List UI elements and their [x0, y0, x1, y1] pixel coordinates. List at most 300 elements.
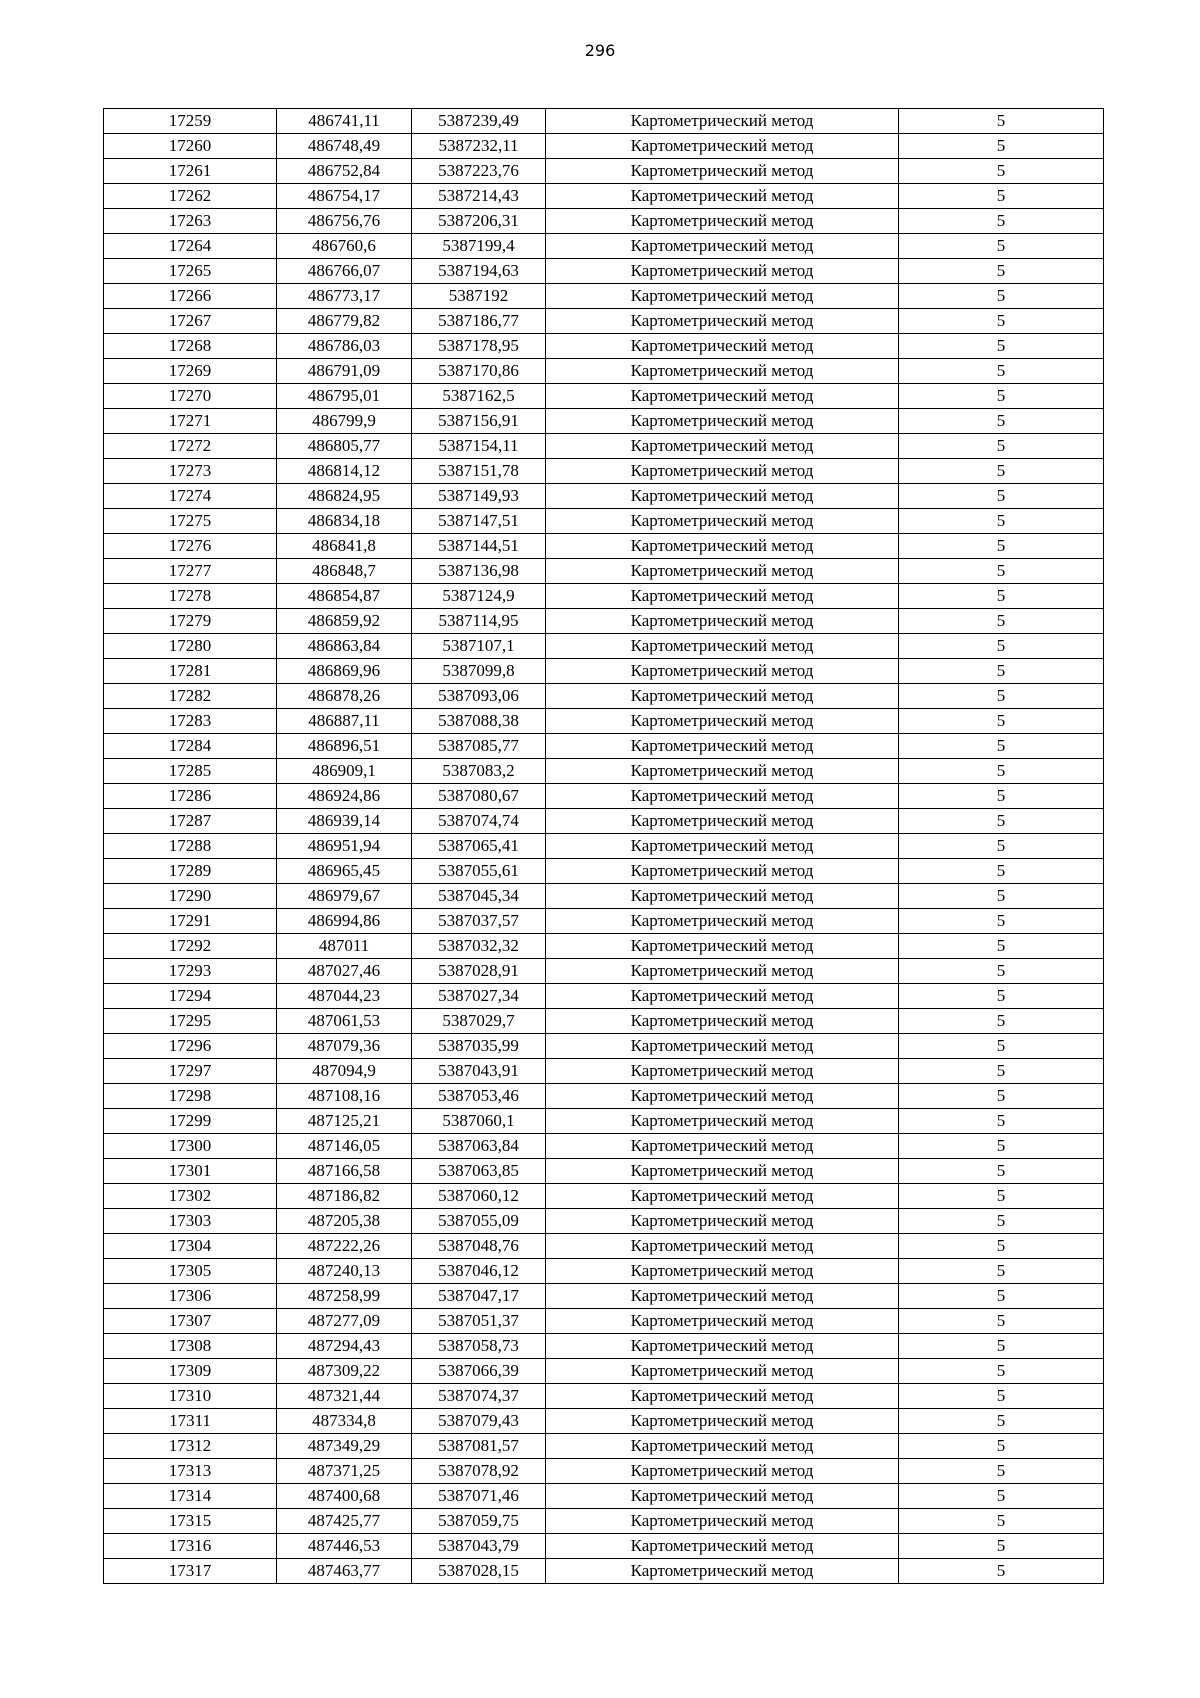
method-cell: Картометрический метод — [546, 1284, 899, 1309]
accuracy-cell: 5 — [899, 509, 1104, 534]
x-coordinate-cell: 486754,17 — [277, 184, 412, 209]
point-number-cell: 17261 — [104, 159, 277, 184]
y-coordinate-cell: 5387035,99 — [412, 1034, 546, 1059]
method-cell: Картометрический метод — [546, 984, 899, 1009]
x-coordinate-cell: 487094,9 — [277, 1059, 412, 1084]
y-coordinate-cell: 5387043,91 — [412, 1059, 546, 1084]
y-coordinate-cell: 5387081,57 — [412, 1434, 546, 1459]
table-row — [104, 834, 1104, 859]
method-cell: Картометрический метод — [546, 109, 899, 134]
method-cell: Картометрический метод — [546, 1084, 899, 1109]
table-row — [104, 1109, 1104, 1134]
accuracy-cell: 5 — [899, 784, 1104, 809]
x-coordinate-cell: 486965,45 — [277, 859, 412, 884]
y-coordinate-cell: 5387058,73 — [412, 1334, 546, 1359]
y-coordinate-cell: 5387151,78 — [412, 459, 546, 484]
x-coordinate-cell: 487321,44 — [277, 1384, 412, 1409]
accuracy-cell: 5 — [899, 859, 1104, 884]
x-coordinate-cell: 487044,23 — [277, 984, 412, 1009]
y-coordinate-cell: 5387028,91 — [412, 959, 546, 984]
method-cell: Картометрический метод — [546, 1134, 899, 1159]
table-row — [104, 484, 1104, 509]
y-coordinate-cell: 5387063,85 — [412, 1159, 546, 1184]
x-coordinate-cell: 487258,99 — [277, 1284, 412, 1309]
table-row — [104, 859, 1104, 884]
y-coordinate-cell: 5387223,76 — [412, 159, 546, 184]
x-coordinate-cell: 486748,49 — [277, 134, 412, 159]
y-coordinate-cell: 5387055,61 — [412, 859, 546, 884]
point-number-cell: 17288 — [104, 834, 277, 859]
x-coordinate-cell: 487446,53 — [277, 1534, 412, 1559]
accuracy-cell: 5 — [899, 109, 1104, 134]
method-cell: Картометрический метод — [546, 1559, 899, 1584]
coordinates-table-body — [104, 109, 1104, 1584]
method-cell: Картометрический метод — [546, 1184, 899, 1209]
method-cell: Картометрический метод — [546, 809, 899, 834]
x-coordinate-cell: 487349,29 — [277, 1434, 412, 1459]
y-coordinate-cell: 5387055,09 — [412, 1209, 546, 1234]
x-coordinate-cell: 486887,11 — [277, 709, 412, 734]
accuracy-cell: 5 — [899, 559, 1104, 584]
x-coordinate-cell: 486896,51 — [277, 734, 412, 759]
table-row — [104, 284, 1104, 309]
accuracy-cell: 5 — [899, 584, 1104, 609]
accuracy-cell: 5 — [899, 1259, 1104, 1284]
table-row — [104, 1334, 1104, 1359]
point-number-cell: 17301 — [104, 1159, 277, 1184]
accuracy-cell: 5 — [899, 1434, 1104, 1459]
accuracy-cell: 5 — [899, 159, 1104, 184]
x-coordinate-cell: 487334,8 — [277, 1409, 412, 1434]
table-row — [104, 1409, 1104, 1434]
point-number-cell: 17309 — [104, 1359, 277, 1384]
accuracy-cell: 5 — [899, 884, 1104, 909]
method-cell: Картометрический метод — [546, 184, 899, 209]
x-coordinate-cell: 486979,67 — [277, 884, 412, 909]
method-cell: Картометрический метод — [546, 634, 899, 659]
table-row — [104, 1509, 1104, 1534]
accuracy-cell: 5 — [899, 409, 1104, 434]
x-coordinate-cell: 486859,92 — [277, 609, 412, 634]
method-cell: Картометрический метод — [546, 209, 899, 234]
x-coordinate-cell: 487205,38 — [277, 1209, 412, 1234]
y-coordinate-cell: 5387085,77 — [412, 734, 546, 759]
accuracy-cell: 5 — [899, 734, 1104, 759]
table-row — [104, 909, 1104, 934]
table-row — [104, 334, 1104, 359]
x-coordinate-cell: 486834,18 — [277, 509, 412, 534]
point-number-cell: 17270 — [104, 384, 277, 409]
point-number-cell: 17312 — [104, 1434, 277, 1459]
method-cell: Картометрический метод — [546, 334, 899, 359]
accuracy-cell: 5 — [899, 1459, 1104, 1484]
x-coordinate-cell: 487277,09 — [277, 1309, 412, 1334]
x-coordinate-cell: 487294,43 — [277, 1334, 412, 1359]
table-row — [104, 734, 1104, 759]
table-row — [104, 509, 1104, 534]
x-coordinate-cell: 486752,84 — [277, 159, 412, 184]
accuracy-cell: 5 — [899, 1109, 1104, 1134]
y-coordinate-cell: 5387074,37 — [412, 1384, 546, 1409]
method-cell: Картометрический метод — [546, 1434, 899, 1459]
table-row — [104, 634, 1104, 659]
accuracy-cell: 5 — [899, 959, 1104, 984]
method-cell: Картометрический метод — [546, 859, 899, 884]
method-cell: Картометрический метод — [546, 459, 899, 484]
accuracy-cell: 5 — [899, 1384, 1104, 1409]
accuracy-cell: 5 — [899, 184, 1104, 209]
point-number-cell: 17274 — [104, 484, 277, 509]
y-coordinate-cell: 5387186,77 — [412, 309, 546, 334]
table-row — [104, 1284, 1104, 1309]
y-coordinate-cell: 5387114,95 — [412, 609, 546, 634]
method-cell: Картометрический метод — [546, 484, 899, 509]
x-coordinate-cell: 486779,82 — [277, 309, 412, 334]
y-coordinate-cell: 5387232,11 — [412, 134, 546, 159]
x-coordinate-cell: 486869,96 — [277, 659, 412, 684]
method-cell: Картометрический метод — [546, 559, 899, 584]
method-cell: Картометрический метод — [546, 1009, 899, 1034]
table-row — [104, 1434, 1104, 1459]
accuracy-cell: 5 — [899, 1484, 1104, 1509]
method-cell: Картометрический метод — [546, 534, 899, 559]
y-coordinate-cell: 5387144,51 — [412, 534, 546, 559]
y-coordinate-cell: 5387071,46 — [412, 1484, 546, 1509]
accuracy-cell: 5 — [899, 809, 1104, 834]
point-number-cell: 17307 — [104, 1309, 277, 1334]
method-cell: Картометрический метод — [546, 884, 899, 909]
y-coordinate-cell: 5387147,51 — [412, 509, 546, 534]
accuracy-cell: 5 — [899, 659, 1104, 684]
table-row — [104, 684, 1104, 709]
table-row — [104, 1259, 1104, 1284]
x-coordinate-cell: 487400,68 — [277, 1484, 412, 1509]
y-coordinate-cell: 5387066,39 — [412, 1359, 546, 1384]
point-number-cell: 17278 — [104, 584, 277, 609]
y-coordinate-cell: 5387051,37 — [412, 1309, 546, 1334]
table-row — [104, 209, 1104, 234]
table-row — [104, 534, 1104, 559]
accuracy-cell: 5 — [899, 1409, 1104, 1434]
x-coordinate-cell: 486791,09 — [277, 359, 412, 384]
method-cell: Картометрический метод — [546, 284, 899, 309]
table-row — [104, 1459, 1104, 1484]
method-cell: Картометрический метод — [546, 384, 899, 409]
accuracy-cell: 5 — [899, 234, 1104, 259]
method-cell: Картометрический метод — [546, 1534, 899, 1559]
method-cell: Картометрический метод — [546, 734, 899, 759]
table-row — [104, 584, 1104, 609]
point-number-cell: 17304 — [104, 1234, 277, 1259]
y-coordinate-cell: 5387154,11 — [412, 434, 546, 459]
accuracy-cell: 5 — [899, 484, 1104, 509]
method-cell: Картометрический метод — [546, 1259, 899, 1284]
method-cell: Картометрический метод — [546, 409, 899, 434]
table-row — [104, 934, 1104, 959]
y-coordinate-cell: 5387107,1 — [412, 634, 546, 659]
y-coordinate-cell: 5387206,31 — [412, 209, 546, 234]
accuracy-cell: 5 — [899, 1034, 1104, 1059]
point-number-cell: 17308 — [104, 1334, 277, 1359]
accuracy-cell: 5 — [899, 359, 1104, 384]
method-cell: Картометрический метод — [546, 784, 899, 809]
coordinates-table — [103, 108, 1104, 1584]
point-number-cell: 17269 — [104, 359, 277, 384]
table-row — [104, 1059, 1104, 1084]
method-cell: Картометрический метод — [546, 1059, 899, 1084]
table-row — [104, 184, 1104, 209]
table-row — [104, 134, 1104, 159]
table-row — [104, 784, 1104, 809]
point-number-cell: 17306 — [104, 1284, 277, 1309]
accuracy-cell: 5 — [899, 709, 1104, 734]
y-coordinate-cell: 5387088,38 — [412, 709, 546, 734]
point-number-cell: 17263 — [104, 209, 277, 234]
x-coordinate-cell: 486994,86 — [277, 909, 412, 934]
x-coordinate-cell: 487371,25 — [277, 1459, 412, 1484]
accuracy-cell: 5 — [899, 459, 1104, 484]
method-cell: Картометрический метод — [546, 509, 899, 534]
table-row — [104, 559, 1104, 584]
point-number-cell: 17285 — [104, 759, 277, 784]
table-row — [104, 434, 1104, 459]
method-cell: Картометрический метод — [546, 234, 899, 259]
y-coordinate-cell: 5387136,98 — [412, 559, 546, 584]
table-row — [104, 984, 1104, 1009]
y-coordinate-cell: 5387037,57 — [412, 909, 546, 934]
method-cell: Картометрический метод — [546, 1309, 899, 1334]
x-coordinate-cell: 486951,94 — [277, 834, 412, 859]
table-row — [104, 384, 1104, 409]
point-number-cell: 17298 — [104, 1084, 277, 1109]
accuracy-cell: 5 — [899, 1059, 1104, 1084]
x-coordinate-cell: 486878,26 — [277, 684, 412, 709]
accuracy-cell: 5 — [899, 434, 1104, 459]
method-cell: Картометрический метод — [546, 1459, 899, 1484]
page-number: 296 — [584, 41, 616, 60]
table-row — [104, 1009, 1104, 1034]
y-coordinate-cell: 5387059,75 — [412, 1509, 546, 1534]
x-coordinate-cell: 487309,22 — [277, 1359, 412, 1384]
table-row — [104, 309, 1104, 334]
accuracy-cell: 5 — [899, 1509, 1104, 1534]
point-number-cell: 17271 — [104, 409, 277, 434]
x-coordinate-cell: 487108,16 — [277, 1084, 412, 1109]
y-coordinate-cell: 5387162,5 — [412, 384, 546, 409]
x-coordinate-cell: 486773,17 — [277, 284, 412, 309]
accuracy-cell: 5 — [899, 609, 1104, 634]
x-coordinate-cell: 487240,13 — [277, 1259, 412, 1284]
point-number-cell: 17279 — [104, 609, 277, 634]
table-row — [104, 1534, 1104, 1559]
accuracy-cell: 5 — [899, 1234, 1104, 1259]
accuracy-cell: 5 — [899, 684, 1104, 709]
point-number-cell: 17281 — [104, 659, 277, 684]
accuracy-cell: 5 — [899, 834, 1104, 859]
accuracy-cell: 5 — [899, 134, 1104, 159]
point-number-cell: 17282 — [104, 684, 277, 709]
accuracy-cell: 5 — [899, 1559, 1104, 1584]
accuracy-cell: 5 — [899, 1209, 1104, 1234]
x-coordinate-cell: 486814,12 — [277, 459, 412, 484]
x-coordinate-cell: 486924,86 — [277, 784, 412, 809]
table-row — [104, 109, 1104, 134]
method-cell: Картометрический метод — [546, 834, 899, 859]
x-coordinate-cell: 486909,1 — [277, 759, 412, 784]
y-coordinate-cell: 5387149,93 — [412, 484, 546, 509]
accuracy-cell: 5 — [899, 1284, 1104, 1309]
point-number-cell: 17275 — [104, 509, 277, 534]
accuracy-cell: 5 — [899, 759, 1104, 784]
y-coordinate-cell: 5387027,34 — [412, 984, 546, 1009]
accuracy-cell: 5 — [899, 1009, 1104, 1034]
table-row — [104, 234, 1104, 259]
method-cell: Картометрический метод — [546, 309, 899, 334]
method-cell: Картометрический метод — [546, 684, 899, 709]
accuracy-cell: 5 — [899, 1534, 1104, 1559]
table-row — [104, 884, 1104, 909]
point-number-cell: 17316 — [104, 1534, 277, 1559]
point-number-cell: 17294 — [104, 984, 277, 1009]
accuracy-cell: 5 — [899, 309, 1104, 334]
method-cell: Картометрический метод — [546, 609, 899, 634]
point-number-cell: 17262 — [104, 184, 277, 209]
point-number-cell: 17291 — [104, 909, 277, 934]
accuracy-cell: 5 — [899, 259, 1104, 284]
point-number-cell: 17310 — [104, 1384, 277, 1409]
y-coordinate-cell: 5387170,86 — [412, 359, 546, 384]
accuracy-cell: 5 — [899, 909, 1104, 934]
table-row — [104, 1359, 1104, 1384]
table-row — [104, 809, 1104, 834]
y-coordinate-cell: 5387079,43 — [412, 1409, 546, 1434]
table-row — [104, 1309, 1104, 1334]
x-coordinate-cell: 486741,11 — [277, 109, 412, 134]
x-coordinate-cell: 486848,7 — [277, 559, 412, 584]
table-row — [104, 1234, 1104, 1259]
table-row — [104, 1084, 1104, 1109]
point-number-cell: 17313 — [104, 1459, 277, 1484]
y-coordinate-cell: 5387099,8 — [412, 659, 546, 684]
point-number-cell: 17292 — [104, 934, 277, 959]
table-row — [104, 159, 1104, 184]
method-cell: Картометрический метод — [546, 759, 899, 784]
y-coordinate-cell: 5387124,9 — [412, 584, 546, 609]
point-number-cell: 17273 — [104, 459, 277, 484]
point-number-cell: 17272 — [104, 434, 277, 459]
method-cell: Картометрический метод — [546, 1384, 899, 1409]
table-row — [104, 259, 1104, 284]
table-row — [104, 1209, 1104, 1234]
table-row — [104, 759, 1104, 784]
method-cell: Картометрический метод — [546, 1334, 899, 1359]
y-coordinate-cell: 5387032,32 — [412, 934, 546, 959]
y-coordinate-cell: 5387080,67 — [412, 784, 546, 809]
y-coordinate-cell: 5387048,76 — [412, 1234, 546, 1259]
point-number-cell: 17296 — [104, 1034, 277, 1059]
x-coordinate-cell: 487027,46 — [277, 959, 412, 984]
method-cell: Картометрический метод — [546, 1359, 899, 1384]
y-coordinate-cell: 5387060,12 — [412, 1184, 546, 1209]
table-row — [104, 959, 1104, 984]
x-coordinate-cell: 486939,14 — [277, 809, 412, 834]
method-cell: Картометрический метод — [546, 1234, 899, 1259]
x-coordinate-cell: 487146,05 — [277, 1134, 412, 1159]
accuracy-cell: 5 — [899, 1334, 1104, 1359]
accuracy-cell: 5 — [899, 209, 1104, 234]
x-coordinate-cell: 486786,03 — [277, 334, 412, 359]
point-number-cell: 17299 — [104, 1109, 277, 1134]
x-coordinate-cell: 486799,9 — [277, 409, 412, 434]
method-cell: Картометрический метод — [546, 584, 899, 609]
accuracy-cell: 5 — [899, 534, 1104, 559]
method-cell: Картометрический метод — [546, 1109, 899, 1134]
point-number-cell: 17287 — [104, 809, 277, 834]
method-cell: Картометрический метод — [546, 1509, 899, 1534]
y-coordinate-cell: 5387053,46 — [412, 1084, 546, 1109]
point-number-cell: 17283 — [104, 709, 277, 734]
method-cell: Картометрический метод — [546, 909, 899, 934]
point-number-cell: 17268 — [104, 334, 277, 359]
table-row — [104, 659, 1104, 684]
accuracy-cell: 5 — [899, 334, 1104, 359]
method-cell: Картометрический метод — [546, 1209, 899, 1234]
method-cell: Картометрический метод — [546, 934, 899, 959]
y-coordinate-cell: 5387199,4 — [412, 234, 546, 259]
point-number-cell: 17264 — [104, 234, 277, 259]
x-coordinate-cell: 487186,82 — [277, 1184, 412, 1209]
table-row — [104, 409, 1104, 434]
method-cell: Картометрический метод — [546, 709, 899, 734]
y-coordinate-cell: 5387046,12 — [412, 1259, 546, 1284]
point-number-cell: 17267 — [104, 309, 277, 334]
x-coordinate-cell: 487463,77 — [277, 1559, 412, 1584]
x-coordinate-cell: 486756,76 — [277, 209, 412, 234]
method-cell: Картометрический метод — [546, 1034, 899, 1059]
table-row — [104, 1484, 1104, 1509]
y-coordinate-cell: 5387028,15 — [412, 1559, 546, 1584]
method-cell: Картометрический метод — [546, 259, 899, 284]
accuracy-cell: 5 — [899, 384, 1104, 409]
x-coordinate-cell: 487079,36 — [277, 1034, 412, 1059]
x-coordinate-cell: 487011 — [277, 934, 412, 959]
x-coordinate-cell: 486805,77 — [277, 434, 412, 459]
point-number-cell: 17259 — [104, 109, 277, 134]
point-number-cell: 17276 — [104, 534, 277, 559]
table-row — [104, 709, 1104, 734]
y-coordinate-cell: 5387214,43 — [412, 184, 546, 209]
point-number-cell: 17295 — [104, 1009, 277, 1034]
x-coordinate-cell: 487061,53 — [277, 1009, 412, 1034]
point-number-cell: 17297 — [104, 1059, 277, 1084]
point-number-cell: 17260 — [104, 134, 277, 159]
y-coordinate-cell: 5387192 — [412, 284, 546, 309]
y-coordinate-cell: 5387063,84 — [412, 1134, 546, 1159]
point-number-cell: 17286 — [104, 784, 277, 809]
y-coordinate-cell: 5387045,34 — [412, 884, 546, 909]
accuracy-cell: 5 — [899, 1309, 1104, 1334]
point-number-cell: 17315 — [104, 1509, 277, 1534]
accuracy-cell: 5 — [899, 1159, 1104, 1184]
point-number-cell: 17300 — [104, 1134, 277, 1159]
point-number-cell: 17302 — [104, 1184, 277, 1209]
y-coordinate-cell: 5387065,41 — [412, 834, 546, 859]
accuracy-cell: 5 — [899, 284, 1104, 309]
y-coordinate-cell: 5387093,06 — [412, 684, 546, 709]
table-row — [104, 1184, 1104, 1209]
x-coordinate-cell: 487125,21 — [277, 1109, 412, 1134]
table-row — [104, 609, 1104, 634]
